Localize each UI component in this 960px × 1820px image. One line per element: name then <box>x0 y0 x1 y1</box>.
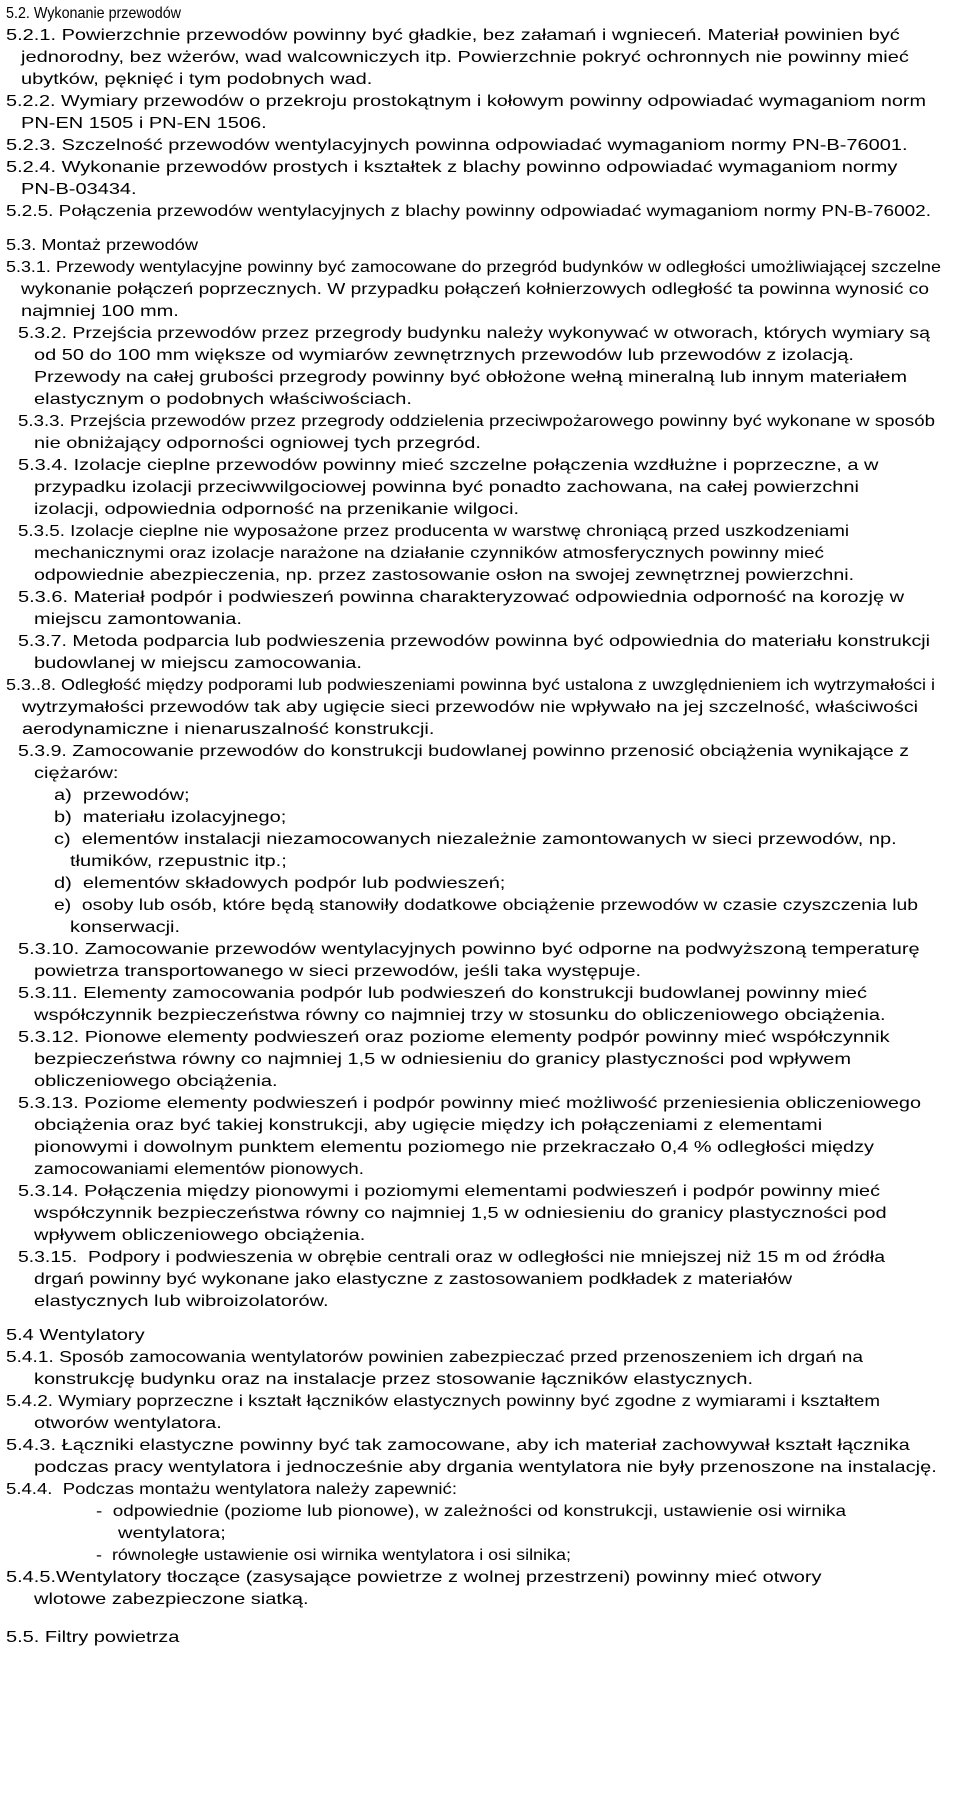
text-line-57: 5.3.15. Podpory i podwieszenia w obrębie centrali oraz w odległości nie mniejszej niż 15 m od źródła <box>18 1249 886 1266</box>
text-line-58: drgań powinny być wykonane jako elastyczne z zastosowaniem podkładek z materiałów <box>34 1271 793 1288</box>
text-line-46: współczynnik bezpieczeństwa równy co najmniej trzy w stosunku do obliczeniowego obciążenia. <box>34 1007 886 1024</box>
text-line-14: najmniej 100 mm. <box>21 303 179 320</box>
text-line-37: b) materiału izolacyjnego; <box>54 809 287 826</box>
text-line-72: wlotowe zabezpieczone siatką. <box>34 1591 309 1608</box>
text-line-12: 5.3.1. Przewody wentylacyjne powinny być zamocowane do przegród budynków w odległości umożliwiającej szczelne <box>6 259 941 276</box>
text-line-28: miejscu zamontowania. <box>34 611 242 628</box>
text-line-5: 5.2.2. Wymiary przewodów o przekroju prostokątnym i kołowym powinny odpowiadać wymaganiom norm <box>6 93 927 110</box>
text-line-39: tłumików, rzepustnic itp.; <box>70 853 287 870</box>
text-line-20: nie obniżający odporności ogniowej tych przegród. <box>34 435 481 452</box>
text-line-70: - równoległe ustawienie osi wirnika wentylatora i osi silnika; <box>96 1547 571 1564</box>
text-line-61: 5.4.1. Sposób zamocowania wentylatorów powinien zabezpieczać przed przenoszeniem ich drgań na <box>6 1349 863 1366</box>
text-line-2: 5.2.1. Powierzchnie przewodów powinny być gładkie, bez załamań i wgnieceń. Materiał powinien być <box>6 27 900 44</box>
text-line-64: otworów wentylatora. <box>34 1415 222 1432</box>
text-line-21: 5.3.4. Izolacje cieplne przewodów powinny mieć szczelne połączenia wzdłużne i poprzeczne, a w <box>18 457 879 474</box>
text-line-16: od 50 do 100 mm większe od wymiarów zewnętrznych przewodów lub przewodów z izolacją. <box>34 347 854 364</box>
text-line-18: elastycznym o podobnych właściwościach. <box>34 391 412 408</box>
text-line-19: 5.3.3. Przejścia przewodów przez przegrody oddzielenia przeciwpożarowego powinny być wykonane w sposób <box>18 413 936 430</box>
text-line-24: 5.3.5. Izolacje cieplne nie wyposażone przez producenta w warstwę chroniącą przed uszkodzeniami <box>18 523 850 540</box>
text-line-52: pionowymi i dowolnym punktem elementu poziomego nie przekraczało 0,4 % odległości między <box>34 1139 874 1156</box>
text-line-25: mechanicznymi oraz izolacje narażone na działanie czynników atmosferycznych powinny mieć <box>34 545 824 562</box>
text-line-48: bezpieczeństwa równy co najmniej 1,5 w odniesieniu do granicy plastyczności pod wpływem <box>34 1051 852 1068</box>
text-line-63: 5.4.2. Wymiary poprzeczne i kształt łączników elastycznych powinny być zgodne z wymiarami i kształtem <box>6 1393 880 1410</box>
text-line-11: 5.3. Montaż przewodów <box>6 237 199 254</box>
text-line-32: wytrzymałości przewodów tak aby ugięcie sieci przewodów nie wpływało na jej szczelność, właściwości <box>22 699 919 716</box>
text-line-69: wentylatora; <box>118 1525 226 1542</box>
text-line-4: ubytków, pęknięć i tym podobnych wad. <box>21 71 373 88</box>
text-line-31: 5.3..8. Odległość między podporami lub podwieszeniami powinna być ustalona z uwzględnieniem ich wytrzymałości i <box>6 677 935 694</box>
text-line-68: - odpowiednie (poziome lub pionowe), w zależności od konstrukcji, ustawienie osi wirnika <box>96 1503 846 1520</box>
text-line-35: ciężarów: <box>34 765 119 782</box>
text-line-66: podczas pracy wentylatora i jednocześnie aby drgania wentylatora nie były przenoszone na instalację. <box>34 1459 937 1476</box>
text-line-71: 5.4.5.Wentylatory tłoczące (zasysające powietrze z wolnej przestrzeni) powinny mieć otwory <box>6 1569 822 1586</box>
text-line-10: 5.2.5. Połączenia przewodów wentylacyjnych z blachy powinny odpowiadać wymaganiom normy PN-B-76002. <box>6 203 931 220</box>
text-line-50: 5.3.13. Poziome elementy podwieszeń i podpór powinny mieć możliwość przeniesienia obliczeniowego <box>18 1095 921 1112</box>
text-line-40: d) elementów składowych podpór lub podwieszeń; <box>54 875 506 892</box>
text-line-26: odpowiednie abezpieczenia, np. przez zastosowanie osłon na swojej zewnętrznej powierzchni. <box>34 567 855 584</box>
text-line-9: PN-B-03434. <box>21 181 137 198</box>
text-line-13: wykonanie połączeń poprzecznych. W przypadku połączeń kołnierzowych odległość ta powinna wynosić co <box>21 281 930 298</box>
text-line-44: powietrza transportowanego w sieci przewodów, jeśli taka występuje. <box>34 963 642 980</box>
text-line-53: zamocowaniami elementów pionowych. <box>34 1161 364 1178</box>
text-line-49: obliczeniowego obciążenia. <box>34 1073 278 1090</box>
text-line-54: 5.3.14. Połączenia między pionowymi i poziomymi elementami podwieszeń i podpór powinny mieć <box>18 1183 881 1200</box>
text-line-23: izolacji, odpowiednia odporność na przenikanie wilgoci. <box>34 501 519 518</box>
text-line-36: a) przewodów; <box>54 787 190 804</box>
text-line-62: konstrukcję budynku oraz na instalacje przez stosowanie łączników elastycznych. <box>34 1371 753 1388</box>
text-line-34: 5.3.9. Zamocowanie przewodów do konstrukcji budowlanej powinno przenosić obciążenia wynikające z <box>18 743 909 760</box>
text-line-55: współczynnik bezpieczeństwa równy co najmniej 1,5 w odniesieniu do granicy plastyczności pod <box>34 1205 887 1222</box>
text-line-7: 5.2.3. Szczelność przewodów wentylacyjnych powinna odpowiadać wymaganiom normy PN-B-76001. <box>6 137 908 154</box>
text-line-51: obciążenia oraz być takiej konstrukcji, aby ugięcie między ich połączeniami z elementami <box>34 1117 823 1134</box>
text-line-45: 5.3.11. Elementy zamocowania podpór lub podwieszeń do konstrukcji budowlanej powinny mieć <box>18 985 868 1002</box>
text-line-65: 5.4.3. Łączniki elastyczne powinny być tak zamocowane, aby ich materiał zachowywał kształt łącznika <box>6 1437 910 1454</box>
text-line-67: 5.4.4. Podczas montażu wentylatora należy zapewnić: <box>6 1481 457 1498</box>
text-line-59: elastycznych lub wibroizolatorów. <box>34 1293 329 1310</box>
text-line-60: 5.4 Wentylatory <box>6 1327 145 1344</box>
text-line-41: e) osoby lub osób, które będą stanowiły dodatkowe obciążenie przewodów w czasie czyszczenia lub <box>54 897 919 914</box>
text-line-33: aerodynamiczne i nienaruszalność konstrukcji. <box>22 721 435 738</box>
text-line-8: 5.2.4. Wykonanie przewodów prostych i kształtek z blachy powinno odpowiadać wymaganiom normy <box>6 159 898 176</box>
text-line-47: 5.3.12. Pionowe elementy podwieszeń oraz poziome elementy podpór powinny mieć współczynnik <box>18 1029 890 1046</box>
text-line-1: 5.2. Wykonanie przewodów <box>6 5 182 22</box>
text-line-3: jednorodny, bez wżerów, wad walcowniczych itp. Powierzchnie pokryć ochronnych nie powinny mieć <box>21 49 909 66</box>
text-line-43: 5.3.10. Zamocowanie przewodów wentylacyjnych powinno być odporne na podwyższoną temperaturę <box>18 941 920 958</box>
text-line-42: konserwacji. <box>70 919 181 936</box>
text-line-17: Przewody na całej grubości przegrody powinny być obłożone wełną mineralną lub innym materiałem <box>34 369 908 386</box>
text-line-22: przypadku izolacji przeciwwilgociowej powinna być ponadto zachowana, na całej powierzchni <box>34 479 859 496</box>
text-line-29: 5.3.7. Metoda podparcia lub podwieszenia przewodów powinna być odpowiednia do materiału konstrukcji <box>18 633 931 650</box>
text-line-30: budowlanej w miejscu zamocowania. <box>34 655 362 672</box>
text-line-6: PN-EN 1505 i PN-EN 1506. <box>21 115 267 132</box>
text-line-27: 5.3.6. Materiał podpór i podwieszeń powinna charakteryzować odpowiednia odporność na korozję w <box>18 589 905 606</box>
text-line-38: c) elementów instalacji niezamocowanych niezależnie zamontowanych w sieci przewodów, np. <box>54 831 897 848</box>
text-line-73: 5.5. Filtry powietrza <box>6 1629 180 1646</box>
text-line-56: wpływem obliczeniowego obciążenia. <box>34 1227 366 1244</box>
text-line-15: 5.3.2. Przejścia przewodów przez przegrody budynku należy wykonywać w otworach, których wymiary są <box>18 325 931 342</box>
